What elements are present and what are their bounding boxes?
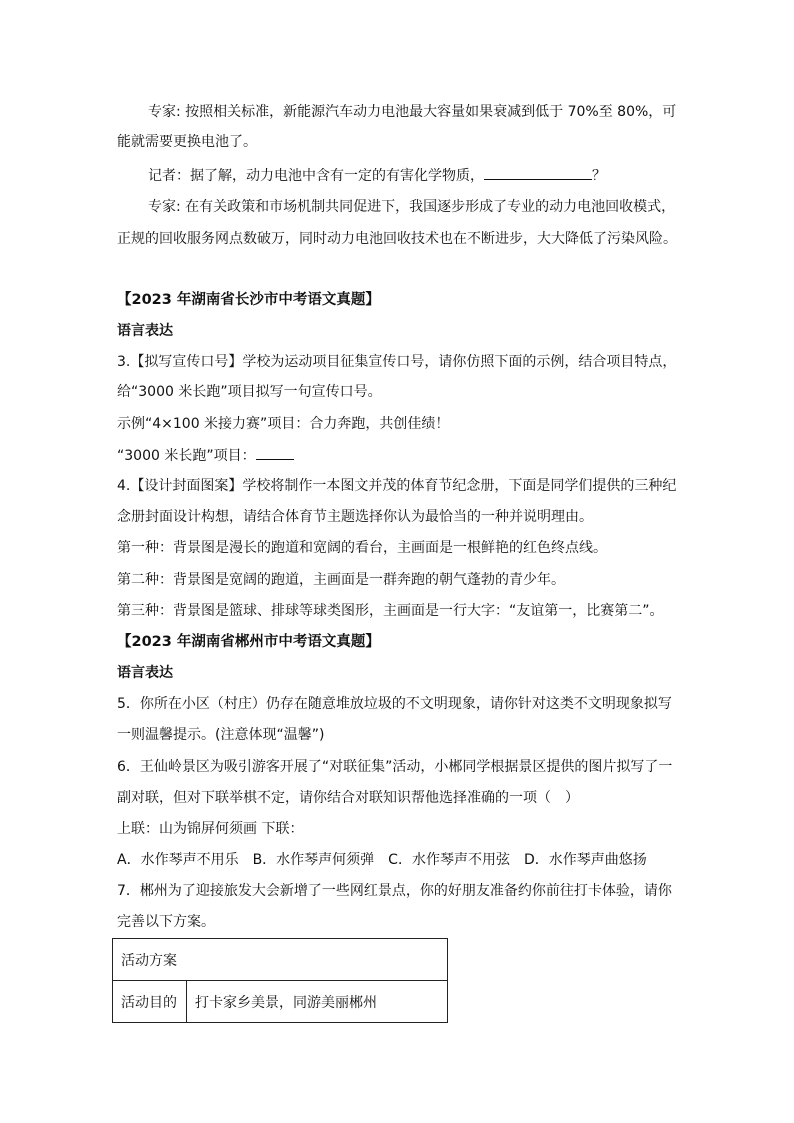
table-label-cell: 活动目的 [113,981,187,1023]
expert-answer-2b: 正规的回收服务网点数破万，同时动力电池回收技术也在不断进步，大大降低了污染风险。 [117,231,677,247]
question-6b: 副对联，但对下联举棋不定，请你结合对联知识帮他选择准确的一项（ ） [117,790,579,806]
question-7a: 7．郴州为了迎接旅发大会新增了一些网红景点，你的好朋友准备约你前往打卡体验，请你 [117,883,672,899]
table-row [113,939,448,981]
question-6-options: A．水作琴声不用乐 B．水作琴声何须弹 C．水作琴声不用弦 D．水作琴声曲悠扬 [117,852,647,868]
expert-answer-2a: 专家: 在有关政策和市场机制共同促进下，我国逐步形成了专业的动力电池回收模式， [148,199,676,215]
table-value-cell: 打卡家乡美景，同游美丽郴州 [187,981,448,1023]
question-4b: 念册封面设计构想，请结合体育节主题选择你认为最恰当的一种并说明理由。 [117,509,593,525]
expert-answer-1b: 能就需要更换电池了。 [117,134,257,150]
question-4-option-1: 第一种：背景图是漫长的跑道和宽阔的看台，主画面是一根鲜艳的红色终点线。 [117,540,607,556]
question-5b: 一则温馨提示。(注意体现“温馨”) [117,727,325,743]
reporter-question [148,165,606,186]
question-6-upper-couplet: 上联：山为锦屏何须画 下联： [117,821,304,837]
question-5a: 5．你所在小区（村庄）仍存在随意堆放垃圾的不文明现象，请你针对这类不文明现象拟写 [117,696,672,712]
question-3b: 给“3000 米长跑”项目拟写一句宣传口号。 [117,384,382,400]
answer-blank [256,445,294,460]
table-header-cell: 活动方案 [113,939,448,981]
chenzhou-subtitle: 语言表达 [117,665,173,681]
table-row [113,981,448,1023]
chenzhou-title: 【2023 年湖南省郴州市中考语文真题】 [117,634,380,650]
changsha-subtitle: 语言表达 [117,323,173,339]
activity-plan-table [112,938,448,1023]
question-3-answer-label: “3000 米长跑”项目： [117,448,256,464]
question-6a: 6．王仙岭景区为吸引游客开展了“对联征集”活动，小郴同学根据景区提供的图片拟写了一 [117,759,673,775]
question-3-example: 示例“4×100 米接力赛”项目：合力奔跑，共创佳绩！ [117,416,450,432]
question-4-option-2: 第二种：背景图是宽阔的跑道，主画面是一群奔跑的朝气蓬勃的青少年。 [117,572,565,588]
answer-blank [484,165,592,180]
question-4a: 4.【设计封面图案】学校将制作一本图文并茂的体育节纪念册，下面是同学们提供的三种纪 [117,478,677,494]
changsha-title: 【2023 年湖南省长沙市中考语文真题】 [117,292,380,308]
expert-answer-1a: 专家: 按照相关标准，新能源汽车动力电池最大容量如果衰减到低于 70%至 80%，可 [148,104,677,120]
question-3-answer [117,445,294,466]
question-3a: 3.【拟写宣传口号】学校为运动项目征集宣传口号，请你仿照下面的示例，结合项目特点， [117,354,677,370]
reporter-question-text: 记者：据了解，动力电池中含有一定的有害化学物质， [148,168,484,184]
question-7b: 完善以下方案。 [117,914,215,930]
reporter-question-end: ？ [592,168,606,184]
question-4-option-3: 第三种：背景图是篮球、排球等球类图形，主画面是一行大字：“友谊第一，比赛第二”。 [117,603,664,619]
